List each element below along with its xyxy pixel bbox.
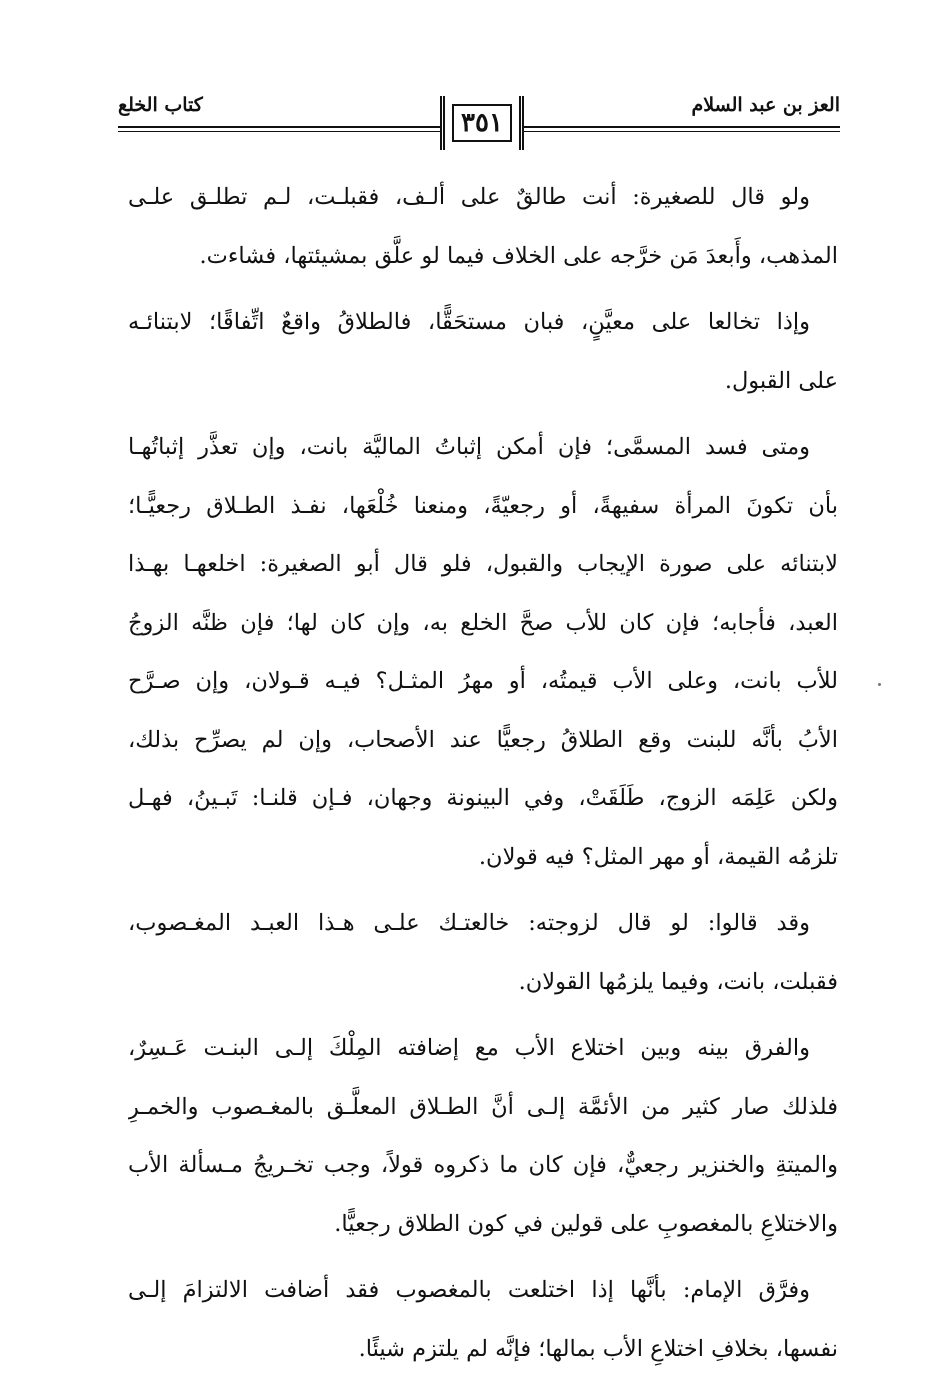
paragraph: [128, 418, 838, 886]
paragraph: [128, 1261, 838, 1378]
header-author: العز بن عبد السلام: [691, 94, 840, 116]
text-line: والميتةِ والخنزير رجعيٌّ، فإن كان ما ذكروه قولاً، وجب تخـريجُ مـسألة الأب: [128, 1152, 838, 1178]
text-line: وقد قالوا: لو قال لزوجته: خالعتـك علـى هـذا العبـد المغـصوب،: [128, 910, 810, 936]
text-line: ولو قال للصغيرة: أنت طالقٌ على ألـف، فقبلـت، لـم تطلـق علـى: [128, 184, 810, 210]
text-line: الأبُ بأنَّه للبنت وقع الطلاقُ رجعيًّا عند الأصحاب، وإن لم يصرِّح بذلك،: [128, 726, 838, 753]
text-line: على القبول.: [724, 367, 838, 394]
text-line: والفرق بينه وبين اختلاع الأب مع إضافته المِلْكَ إلـى البنـت عَـسِرٌ،: [128, 1035, 810, 1061]
text-line: ومتى فسد المسمَّى؛ فإن أمكن إثباتُ الماليَّة بانت، وإن تعذَّر إثباتُهـا: [128, 434, 810, 460]
paragraph: [128, 1019, 838, 1253]
text-line: نفسها، بخلافِ اختلاعِ الأب بمالها؛ فإنَّه لم يلتزم شيئًا.: [358, 1335, 838, 1362]
text-line: فلذلك صار كثير من الأئمَّة إلـى أنَّ الطـلاق المعلَّـق بالمغـصوب والخمـرِ: [128, 1093, 838, 1120]
text-line: لابتنائه على صورة الإيجاب والقبول، فلو قال أبو الصغيرة: اخلعهـا بهـذا: [128, 551, 838, 577]
page-number-frame: [440, 96, 524, 150]
text-line: تلزمُه القيمة، أو مهر المثل؟ فيه قولان.: [478, 843, 838, 870]
header-book-title: كتاب الخلع: [118, 94, 203, 116]
text-line: العبد، فأجابه؛ فإن كان للأب صحَّ الخلع به، وإن كان لها؛ فإن ظنَّه الزوجُ: [128, 609, 838, 636]
text-line: وإذا تخالعا على معيَّنٍ، فبان مستحَقًّا، فالطلاقُ واقعٌ اتِّفاقًا؛ لابتنائـه: [128, 309, 810, 335]
text-line: للأب بانت، وعلى الأب قيمتُه، أو مهرُ المثـل؟ فيـه قـولان، وإن صـرَّح: [128, 668, 838, 694]
scan-speck: [878, 683, 881, 686]
text-line: فقبلت، بانت، وفيما يلزمُها القولان.: [518, 968, 838, 995]
paragraph: [128, 168, 838, 285]
text-line: ولكن عَلِمَه الزوج، طَلَقَتْ، وفي البينونة وجهان، فـإن قلنـا: تَبـينُ، فهـل: [128, 785, 838, 811]
paragraph: [128, 293, 838, 410]
text-line: بأن تكونَ المرأة سفيهةً، أو رجعيّةً، ومنعنا خُلْعَها، نفـذ الطـلاق رجعيًّـا؛: [128, 492, 838, 519]
page-number: ٣٥١: [452, 104, 512, 142]
text-line: المذهب، وأَبعدَ مَن خرَّجه على الخلاف فيما لو علَّق بمشيئتها، فشاءت.: [199, 242, 838, 269]
text-line: والاختلاعِ بالمغصوبِ على قولين في كون الطلاق رجعيًّا.: [334, 1210, 838, 1237]
body-text: [128, 168, 838, 1386]
running-header: [118, 86, 840, 156]
text-line: وفرَّق الإمام: بأنَّها إذا اختلعت بالمغصوب فقد أضافت الالتزامَ إلـى: [128, 1277, 810, 1303]
paragraph: [128, 894, 838, 1011]
